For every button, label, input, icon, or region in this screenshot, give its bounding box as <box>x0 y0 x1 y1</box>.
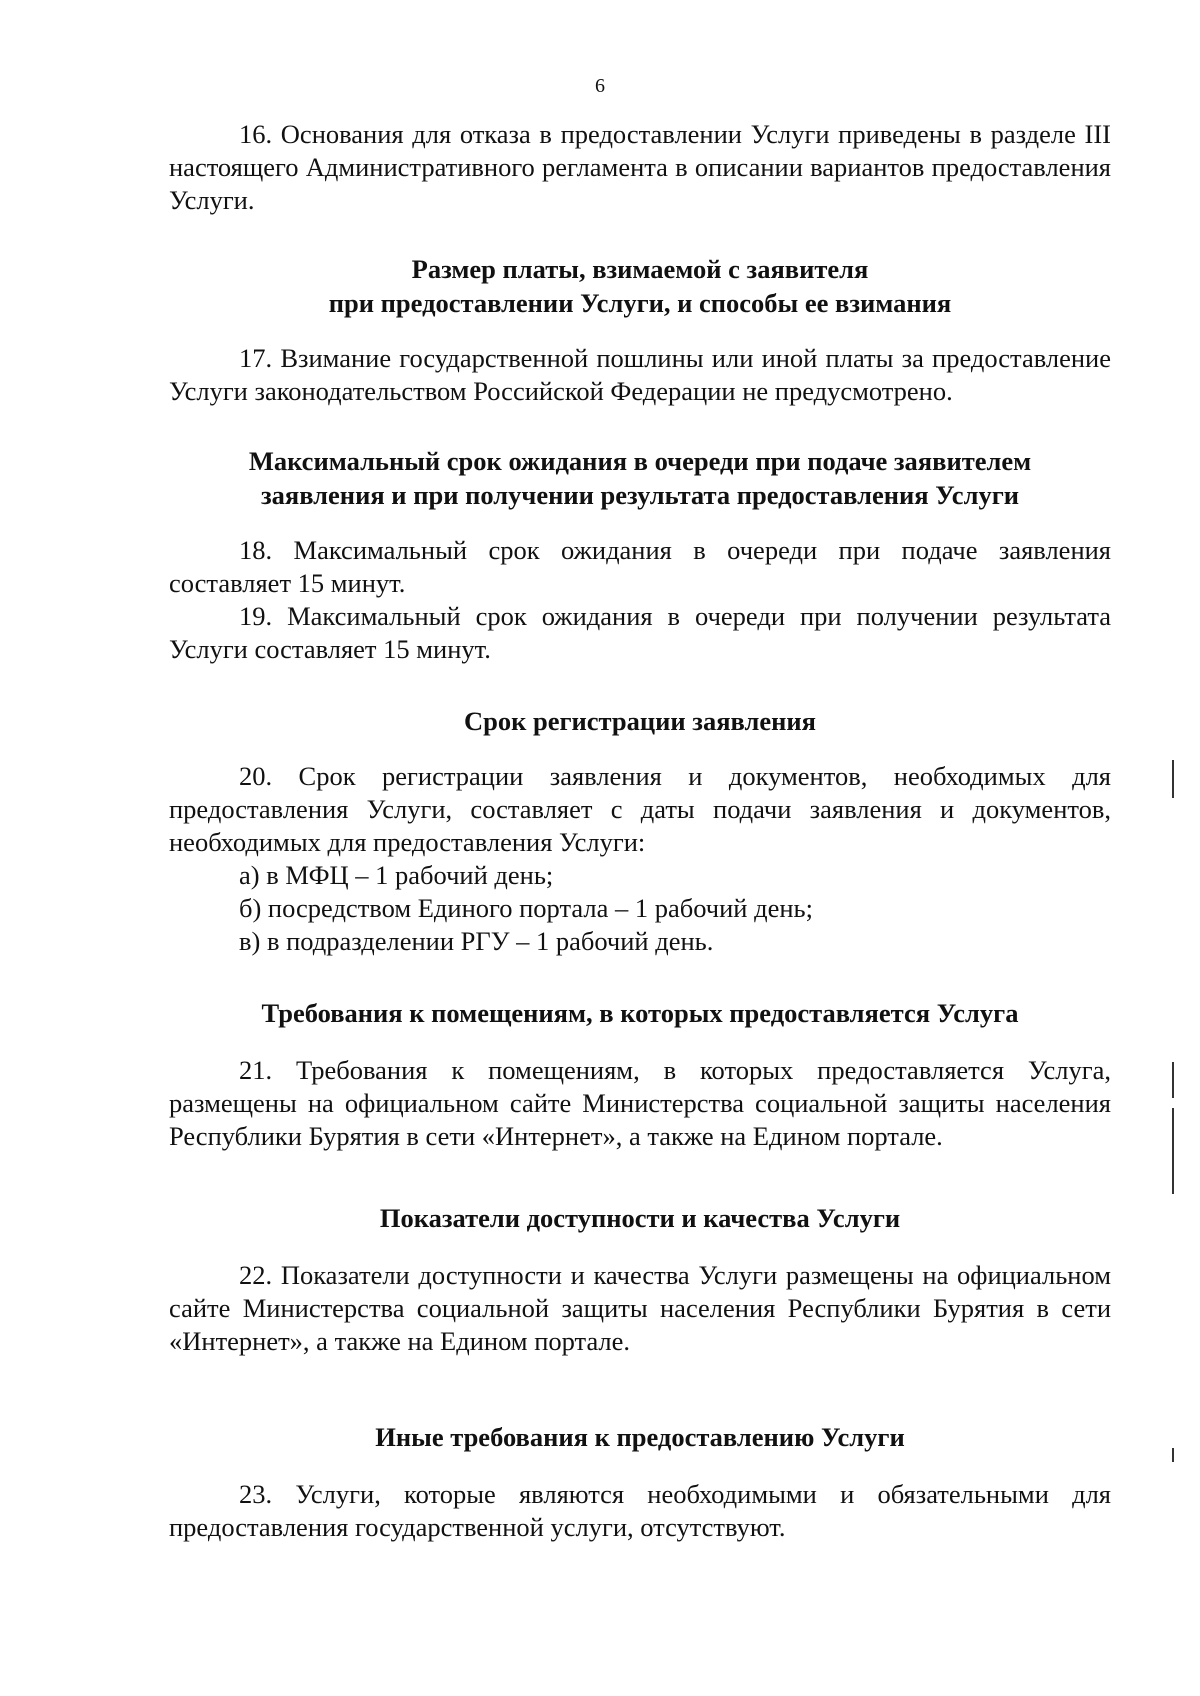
paragraph-21: 21. Требования к помещениям, в которых предоставляется Услуга, размещены на официальном сайте Министерства социальной защиты населения Республики Бурятия в сети «Интернет», а также на Едином портале. <box>169 1055 1111 1151</box>
heading-other: Иные требования к предоставлению Услуги <box>375 1422 905 1452</box>
heading-premises: Требования к помещениям, в которых предоставляется Услуга <box>261 998 1019 1028</box>
paragraph-17: 17. Взимание государственной пошлины или иной платы за предоставление Услуги законодательством Российской Федерации не предусмотрено. <box>169 343 1111 406</box>
page-number: 6 <box>595 75 605 97</box>
heading-registration: Срок регистрации заявления <box>463 706 817 736</box>
document-body <box>169 118 1111 1544</box>
margin-mark <box>1172 760 1174 798</box>
paragraph-23: 23. Услуги, которые являются необходимыми и обязательными для предоставления государственной услуги, отсутствуют. <box>169 1479 1111 1542</box>
paragraph-19: 19. Максимальный срок ожидания в очереди при получении результата Услуги составляет 15 минут. <box>169 601 1111 664</box>
paragraph-22: 22. Показатели доступности и качества Услуги размещены на официальном сайте Министерства социальной защиты населения Республики Бурятия в сети «Интернет», а также на Едином портале. <box>169 1260 1111 1356</box>
margin-mark <box>1172 1448 1174 1462</box>
heading-queue-line-1: Максимальный срок ожидания в очереди при подаче заявителем <box>248 446 1032 476</box>
paragraph-18: 18. Максимальный срок ожидания в очереди при подаче заявления составляет 15 минут. <box>169 535 1111 598</box>
list-item-20-a: а) в МФЦ – 1 рабочий день; <box>239 860 554 890</box>
paragraph-16: 16. Основания для отказа в предоставлении Услуги приведены в разделе III настоящего Административного регламента в описании вариантов предоставления Услуги. <box>169 119 1111 215</box>
heading-fee-line-1: Размер платы, взимаемой с заявителя <box>411 254 869 284</box>
margin-mark <box>1172 1108 1174 1194</box>
margin-mark <box>1172 1062 1174 1098</box>
heading-fee-line-2: при предоставлении Услуги, и способы ее взимания <box>328 288 952 318</box>
list-item-20-b: б) посредством Единого портала – 1 рабочий день; <box>239 893 813 923</box>
heading-queue-line-2: заявления и при получении результата предоставления Услуги <box>260 480 1019 510</box>
paragraph-20: 20. Срок регистрации заявления и документов, необходимых для предоставления Услуги, составляет с даты подачи заявления и документов, необходимых для предоставления Услуги: <box>169 761 1111 857</box>
list-item-20-c: в) в подразделении РГУ – 1 рабочий день. <box>239 926 714 956</box>
heading-quality: Показатели доступности и качества Услуги <box>379 1203 901 1233</box>
